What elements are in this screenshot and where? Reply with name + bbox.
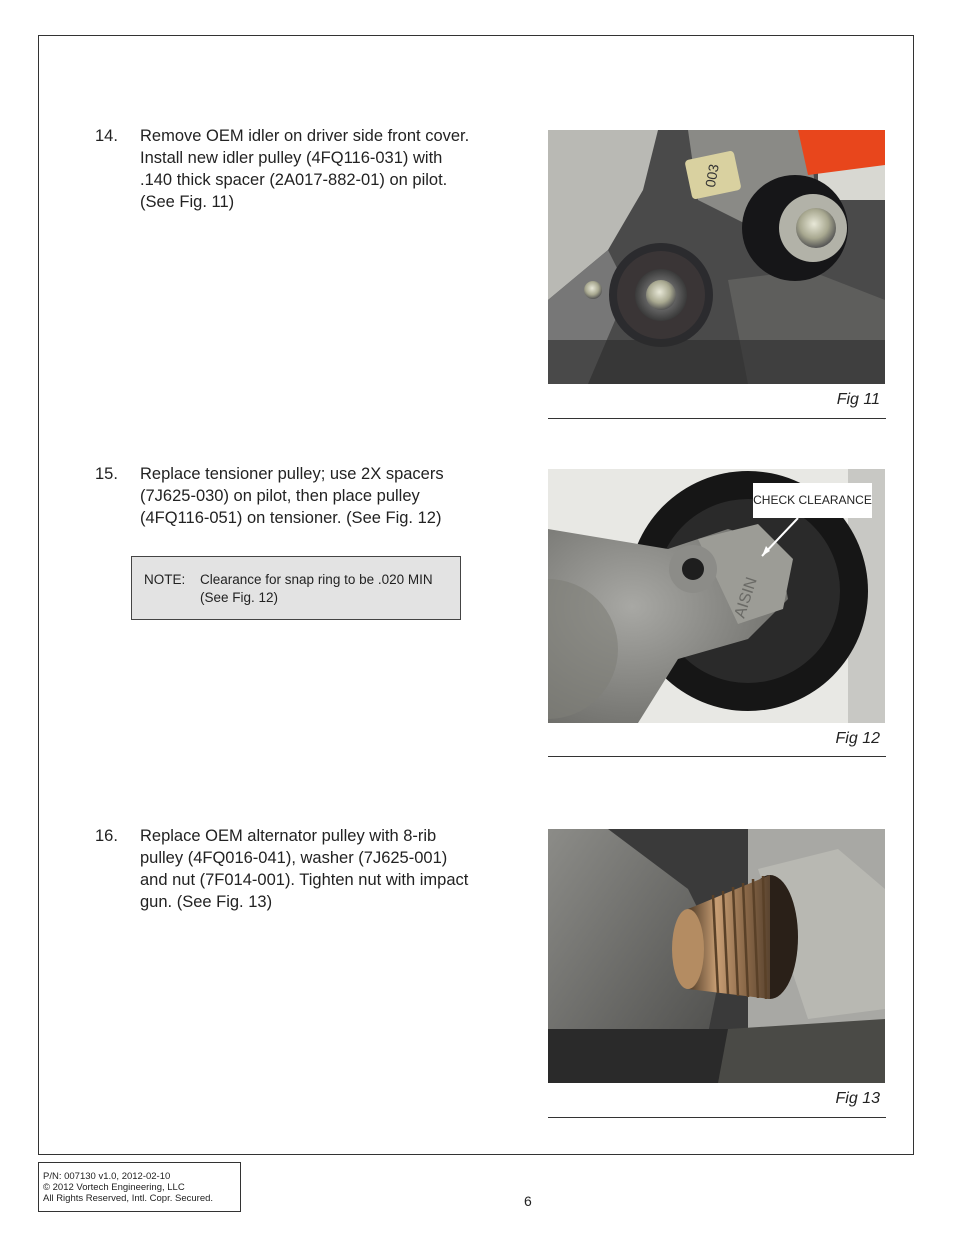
fig-11-image (548, 130, 885, 384)
step-number: 15. (95, 465, 118, 483)
part-number: P/N: 007130 v1.0, 2012-02-10 (43, 1171, 171, 1182)
step-text: Remove OEM idler on driver side front cover. Install new idler pulley (4FQ116-031) with .140 thick spacer (2A017-882-01) on pilot. (See Fig. 11) (140, 127, 470, 211)
footer-copyright-box (38, 1162, 241, 1212)
fig-12-caption: Fig 12 (835, 730, 880, 747)
fig-11-caption: Fig 11 (836, 391, 880, 408)
check-clearance-callout: CHECK CLEARANCE (753, 483, 872, 518)
fig-12-stamp: AISIN (731, 575, 761, 621)
note-label: NOTE: (144, 572, 186, 587)
fig-13-caption: Fig 13 (835, 1090, 880, 1107)
fig-11-photo (548, 130, 885, 384)
copyright: © 2012 Vortech Engineering, LLC (43, 1182, 185, 1193)
fig-13-photo (548, 829, 885, 1083)
page-number: 6 (524, 1193, 532, 1209)
note-text: Clearance for snap ring to be .020 MIN (See Fig. 12) (200, 572, 433, 605)
step-text: Replace OEM alternator pulley with 8-rib pulley (4FQ016-041), washer (7J625-001) and nut (7F014-001). Tighten nut with impact gun. (See Fig. 13) (140, 827, 469, 911)
fig-13-image (548, 829, 885, 1083)
fig-13-rule (548, 1117, 886, 1118)
note-box (131, 556, 461, 620)
step-number: 14. (95, 127, 118, 145)
fig-11-rule (548, 418, 886, 419)
step-number: 16. (95, 827, 118, 845)
fig-11-label: 003 (702, 162, 722, 189)
step-text: Replace tensioner pulley; use 2X spacers (7J625-030) on pilot, then place pulley (4FQ116-051) on tensioner. (See Fig. 12) (140, 465, 444, 527)
rights-notice: All Rights Reserved, Intl. Copr. Secured. (43, 1193, 214, 1204)
fig-12-rule (548, 756, 886, 757)
